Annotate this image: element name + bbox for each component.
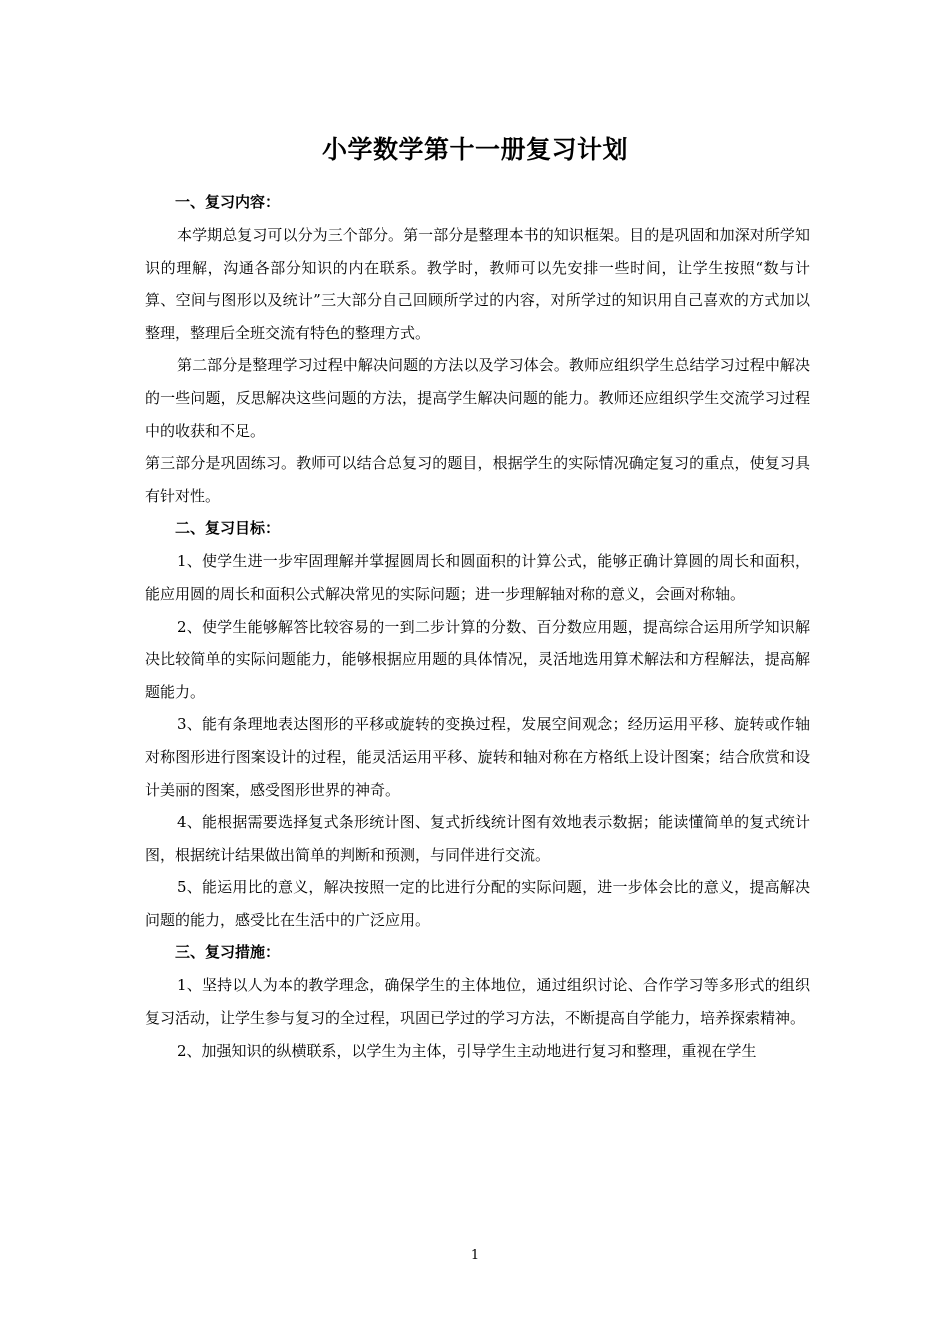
paragraph: 5、能运用比的意义，解决按照一定的比进行分配的实际问题，进一步体会比的意义，提高解决问题的能力，感受比在生活中的广泛应用。 [145, 878, 810, 929]
paragraph: 3、能有条理地表达图形的平移或旋转的变换过程，发展空间观念；经历运用平移、旋转或作轴对称图形进行图案设计的过程，能灵活运用平移、旋转和轴对称在方格纸上设计图案；结合欣赏和设计美丽的图案，感受图形世界的神奇。 [145, 715, 810, 799]
paragraph: 第三部分是巩固练习。教师可以结合总复习的题目，根据学生的实际情况确定复习的重点，使复习具有针对性。 [145, 454, 810, 505]
section-heading-review-measures: 三、复习措施： [175, 943, 281, 962]
paragraph: 本学期总复习可以分为三个部分。第一部分是整理本书的知识框架。目的是巩固和加深对所学知识的理解，沟通各部分知识的内在联系。教学时，教师可以先安排一些时间，让学生按照“数与计算、空间与图形以及统计”三大部分自己回顾所学过的内容，对所学过的知识用自己喜欢的方式加以整理，整理后全班交流有特色的整理方式。 [145, 226, 810, 342]
paragraph: 1、使学生进一步牢固理解并掌握圆周长和圆面积的计算公式，能够正确计算圆的周长和面积，能应用圆的周长和面积公式解决常见的实际问题；进一步理解轴对称的意义，会画对称轴。 [145, 552, 810, 603]
paragraph: 2、加强知识的纵横联系，以学生为主体，引导学生主动地进行复习和整理，重视在学生 [177, 1041, 757, 1060]
page-number: 1 [470, 1248, 480, 1263]
document-title: 小学数学第十一册复习计划 [321, 135, 628, 164]
paragraph: 2、使学生能够解答比较容易的一到二步计算的分数、百分数应用题，提高综合运用所学知识解决比较简单的实际问题能力，能够根据应用题的具体情况，灵活地选用算术解法和方程解法，提高解题能力。 [145, 617, 810, 701]
paragraph: 第二部分是整理学习过程中解决问题的方法以及学习体会。教师应组织学生总结学习过程中解决的一些问题，反思解决这些问题的方法，提高学生解决问题的能力。教师还应组织学生交流学习过程中的收获和不足。 [145, 356, 810, 440]
paragraph: 4、能根据需要选择复式条形统计图、复式折线统计图有效地表示数据；能读懂简单的复式统计图，根据统计结果做出简单的判断和预测，与同伴进行交流。 [145, 813, 810, 864]
document-body [145, 186, 810, 1067]
paragraph: 1、坚持以人为本的教学理念，确保学生的主体地位，通过组织讨论、合作学习等多形式的组织复习活动，让学生参与复习的全过程，巩固已学过的学习方法，不断提高自学能力，培养探索精神。 [145, 976, 810, 1028]
section-heading-review-goals: 二、复习目标： [175, 519, 281, 538]
section-heading-review-content: 一、复习内容： [175, 193, 281, 211]
